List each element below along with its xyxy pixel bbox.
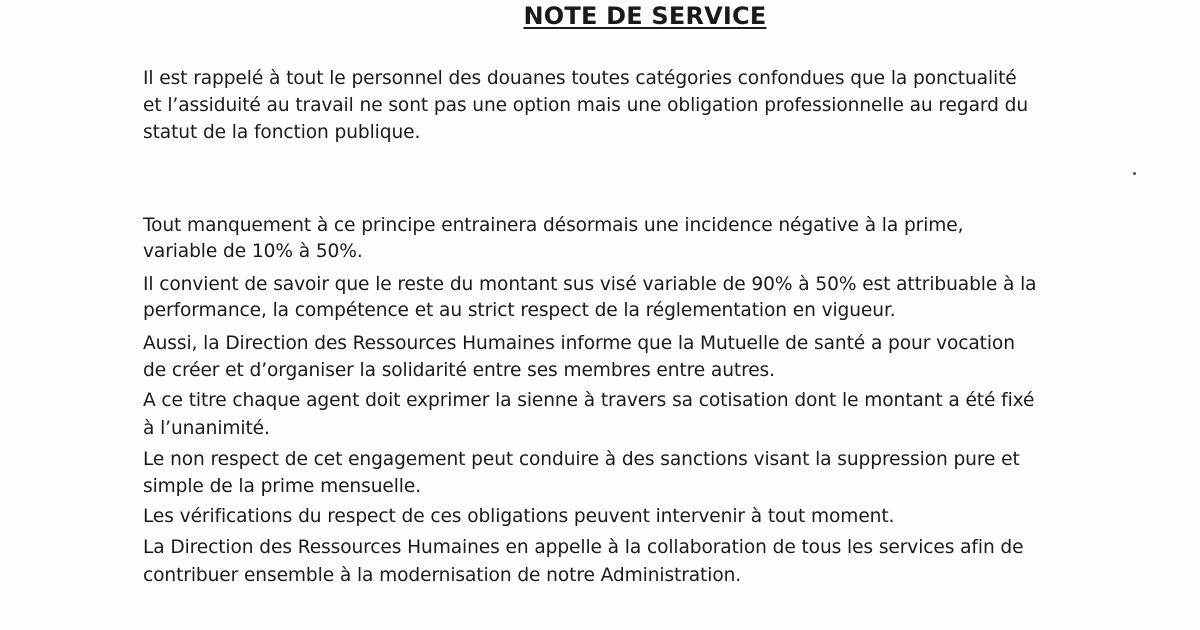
body-line: Aussi, la Direction des Ressources Humaines informe que la Mutuelle de santé a pour vocation: [143, 333, 1015, 354]
body-line: Tout manquement à ce principe entrainera désormais une incidence négative à la prime,: [143, 215, 964, 236]
body-line: à l’unanimité.: [143, 418, 270, 439]
body-line: et l’assiduité au travail ne sont pas une option mais une obligation professionnelle au regard du: [143, 95, 1029, 116]
body-line: variable de 10% à 50%.: [143, 241, 363, 262]
body-line: de créer et d’organiser la solidarité entre ses membres entre autres.: [143, 360, 775, 381]
body-line: performance, la compétence et au strict respect de la réglementation en vigueur.: [143, 300, 896, 321]
body-line: statut de la fonction publique.: [143, 122, 421, 143]
document-title: NOTE DE SERVICE: [523, 2, 767, 30]
body-line: Il convient de savoir que le reste du montant sus visé variable de 90% à 50% est attribuable à la: [143, 274, 1037, 295]
body-line: Il est rappelé à tout le personnel des douanes toutes catégories confondues que la ponctualité: [143, 68, 1017, 89]
body-line: simple de la prime mensuelle.: [143, 476, 422, 497]
scan-speck: [1133, 172, 1136, 175]
body-line: Les vérifications du respect de ces obligations peuvent intervenir à tout moment.: [143, 506, 895, 527]
body-line: La Direction des Ressources Humaines en appelle à la collaboration de tous les services afin de: [143, 537, 1024, 558]
body-line: A ce titre chaque agent doit exprimer la sienne à travers sa cotisation dont le montant a été fixé: [143, 390, 1035, 411]
body-line: contribuer ensemble à la modernisation de notre Administration.: [143, 565, 742, 586]
body-line: Le non respect de cet engagement peut conduire à des sanctions visant la suppression pure et: [143, 449, 1020, 470]
